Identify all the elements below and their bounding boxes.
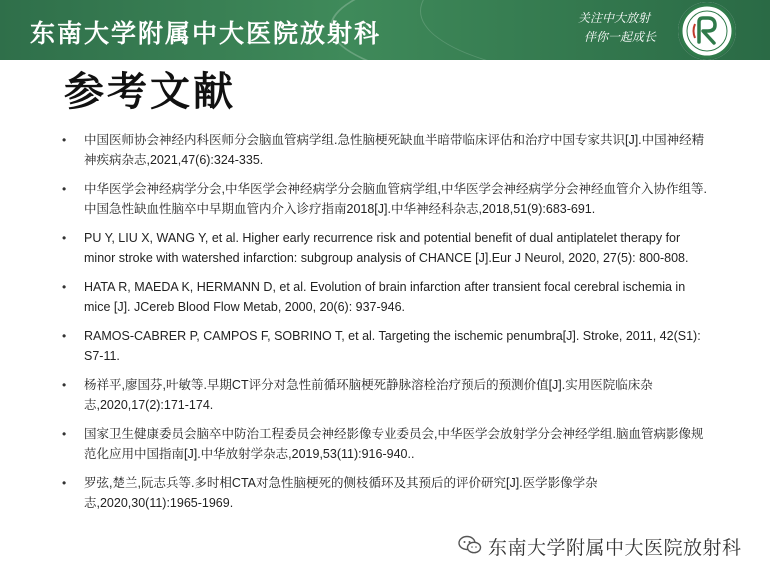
bullet-icon: •: [62, 231, 67, 245]
reference-item: [60, 277, 710, 317]
bullet-icon: •: [62, 476, 67, 490]
bullet-icon: •: [62, 427, 67, 441]
reference-item: [60, 326, 710, 366]
reference-text: 杨祥平,廖国芬,叶敏等.早期CT评分对急性前循环脑梗死静脉溶栓治疗预后的预测价值[J].实用医院临床杂志,2020,17(2):171-174.: [84, 378, 653, 412]
reference-list: [60, 130, 710, 522]
reference-item: [60, 424, 710, 464]
page-title: 参考文献: [64, 69, 236, 115]
bullet-icon: •: [62, 378, 67, 392]
reference-item: [60, 179, 710, 219]
wechat-watermark: [458, 533, 742, 560]
reference-text: 国家卫生健康委员会脑卒中防治工程委员会神经影像专业委员会,中华医学会放射学分会神经学组.脑血管病影像规范化应用中国指南[J].中华放射学杂志,2019,53(11):916-940..: [84, 427, 704, 461]
reference-text: PU Y, LIU X, WANG Y, et al. Higher early recurrence risk and potential benefit of dual antiplatelet therapy for minor stroke with watershed infarction: subgroup analysis of CHANCE [J].Eur J Neurol, 2020, 27(5): 800-808.: [84, 231, 689, 265]
reference-text: 罗弦,楚兰,阮志兵等.多时相CTA对急性脑梗死的侧枝循环及其预后的评价研究[J].医学影像学杂志,2020,30(11):1965-1969.: [84, 476, 598, 510]
reference-text: 中国医师协会神经内科医师分会脑血管病学组.急性脑梗死缺血半暗带临床评估和治疗中国专家共识[J].中国神经精神疾病杂志,2021,47(6):324-335.: [84, 133, 705, 167]
bullet-icon: •: [62, 182, 67, 196]
bullet-icon: •: [62, 329, 67, 343]
header-banner: [0, 0, 770, 60]
slogan-line-2: 伴你一起成长: [584, 30, 657, 44]
watermark-text: 东南大学附属中大医院放射科: [488, 537, 742, 559]
reference-item: [60, 228, 710, 268]
header-title: 东南大学附属中大医院放射科: [30, 19, 382, 48]
slogan-line-1: 关注中大放射: [578, 11, 651, 25]
wechat-icon: [458, 534, 482, 560]
reference-text: 中华医学会神经病学分会,中华医学会神经病学分会脑血管病学组,中华医学会神经病学分会神经血管介入协作组等.中国急性缺血性脑卒中早期血管内介入诊疗指南2018[J].中华神经科杂志,2018,51(9):683-691.: [84, 182, 707, 216]
reference-text: RAMOS-CABRER P, CAMPOS F, SOBRINO T, et al. Targeting the ischemic penumbra[J]. Stroke, 2011, 42(S1): S7-11.: [84, 329, 701, 363]
header-slogan: [578, 9, 678, 47]
reference-text: HATA R, MAEDA K, HERMANN D, et al. Evolution of brain infarction after transient focal cerebral ischemia in mice [J]. JCereb Blood Flow Metab, 2000, 20(6): 937-946.: [84, 280, 686, 314]
reference-item: [60, 473, 710, 513]
reference-item: [60, 130, 710, 170]
hospital-logo-icon: [678, 2, 736, 60]
bullet-icon: •: [62, 280, 67, 294]
reference-item: [60, 375, 710, 415]
bullet-icon: •: [62, 133, 67, 147]
